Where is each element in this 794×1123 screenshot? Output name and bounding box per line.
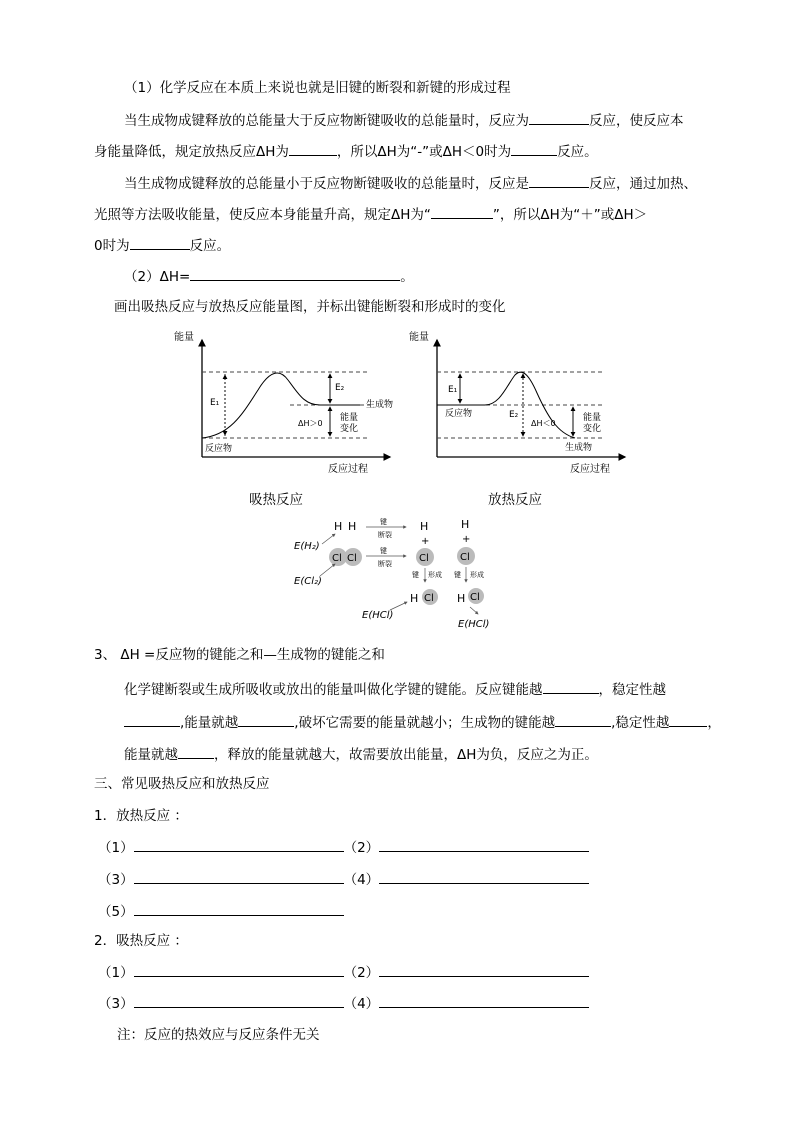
sec3-line-3-text-a: ,能量就越	[180, 715, 239, 731]
right-e1: E₁	[448, 385, 458, 395]
right-dh: ΔH＜0	[531, 419, 556, 428]
blank-12[interactable]	[669, 712, 707, 727]
endo-blank-2[interactable]	[379, 962, 589, 977]
h-atom-5: H	[461, 518, 470, 531]
para-6	[94, 235, 230, 256]
bond-energy-diagram	[290, 512, 510, 632]
form-label-2a: 键	[454, 571, 461, 579]
endo-item-4-label: （4）	[343, 996, 380, 1012]
para-3-text-b: ，所以ΔH为“-”或ΔH＜0时为	[336, 144, 512, 160]
sec3-line-3-text-d: ，	[707, 715, 721, 731]
blank-6[interactable]	[130, 235, 190, 250]
endo-item-2-label: （2）	[343, 965, 380, 981]
blank-10[interactable]	[238, 712, 294, 727]
blank-8[interactable]	[543, 679, 599, 694]
para-6-text-b: 反应。	[189, 238, 231, 254]
sec3-line-1: 3、 ΔH =反应物的键能之和—生成物的键能之和	[94, 647, 385, 663]
note: 注：反应的热效应与反应条件无关	[117, 1027, 320, 1043]
sec3-line-4	[124, 744, 598, 765]
endo-blank-3[interactable]	[134, 993, 344, 1008]
cl-atom-3: Cl	[419, 553, 429, 564]
endo-item-1-label: （1）	[98, 965, 134, 981]
form-label-2b: 形成	[470, 571, 484, 579]
cl-atom-6: Cl	[470, 592, 480, 603]
endo-blank-4[interactable]	[379, 993, 589, 1008]
exo-item-5-label: （5）	[98, 904, 134, 920]
e-h2-label: E(H₂)	[294, 541, 320, 552]
exo-row-1	[98, 837, 589, 858]
para-3-text-c: 反应。	[557, 144, 598, 160]
h-atom-2: H	[348, 520, 357, 533]
cl-atom-4: Cl	[424, 593, 434, 604]
h-atom-4: H	[410, 592, 419, 605]
left-dh: ΔH＞0	[298, 419, 323, 428]
sec3-line-2	[124, 679, 666, 700]
exo-row-2	[98, 869, 589, 890]
left-change1: 能量	[340, 413, 359, 423]
endo-row-2	[98, 993, 589, 1014]
para-2	[124, 110, 684, 131]
blank-11[interactable]	[555, 712, 611, 727]
para-8: 画出吸热反应与放热反应能量图，并标出键能断裂和形成时的变化	[114, 299, 506, 315]
blank-9[interactable]	[124, 712, 180, 727]
sec3-line-2-text-a: 化学键断裂或生成所吸收或放出的能量叫做化学键的键能。反应键能越	[124, 682, 543, 698]
right-change1: 能量	[583, 413, 602, 423]
sec3-line-3-text-b: ,破坏它需要的能量就越小；生成物的键能越	[294, 715, 556, 731]
blank-3[interactable]	[511, 141, 557, 156]
para-1: （1）化学反应在本质上来说也就是旧键的断裂和新键的形成过程	[124, 80, 511, 96]
exo-blank-5[interactable]	[134, 901, 344, 916]
e-hcl-label-2: E(HCl)	[458, 619, 490, 630]
exo-item-2-label: （2）	[343, 840, 380, 856]
para-5-text-a: 光照等方法吸收能量，使反应本身能量升高，规定ΔH为“	[94, 207, 431, 223]
exothermic-energy-diagram	[405, 325, 635, 475]
form-label-1a: 键	[412, 571, 419, 579]
blank-7[interactable]	[190, 266, 400, 281]
exo-item-3-label: （3）	[98, 872, 134, 888]
left-ylabel: 能量	[174, 332, 194, 343]
endo-blank-1[interactable]	[134, 962, 344, 977]
left-xlabel: 反应过程	[328, 464, 368, 475]
para-6-text-a: 0时为	[94, 238, 130, 254]
break-label-2b: 断裂	[378, 560, 392, 568]
blank-1[interactable]	[529, 110, 589, 125]
para-4-text-a: 当生成物成键释放的总能量小于反应物断键吸收的总能量时，反应是	[124, 176, 529, 192]
endothermic-energy-diagram	[170, 325, 400, 475]
cl-atom-1: Cl	[332, 553, 342, 564]
para-7-text-a: （2）ΔH=	[124, 269, 191, 285]
cl-atom-2: Cl	[347, 553, 357, 564]
exo-blank-1[interactable]	[134, 837, 344, 852]
endo-item-3-label: （3）	[98, 996, 134, 1012]
sec3-line-4-text-a: 能量就越	[124, 747, 178, 763]
form-label-1b: 形成	[428, 571, 442, 579]
caption-endothermic: 吸热反应	[249, 492, 303, 508]
para-5	[94, 204, 647, 225]
right-change2: 变化	[583, 424, 602, 434]
caption-exothermic: 放热反应	[488, 492, 542, 508]
plus-2: +	[462, 534, 471, 545]
right-ylabel: 能量	[409, 332, 429, 343]
sec3-line-2-text-b: ，稳定性越	[598, 682, 666, 698]
sec4-title: 三、常见吸热反应和放热反应	[94, 776, 270, 792]
e-cl2-label: E(Cl₂)	[294, 576, 322, 587]
break-label-1a: 键	[380, 518, 387, 526]
sec3-line-4-text-b: ，释放的能量就越大，故需要放出能量，ΔH为负，反应之为正。	[214, 747, 598, 763]
h-atom-6: H	[457, 592, 466, 605]
h-atom-3: H	[420, 520, 429, 533]
para-4	[124, 173, 697, 194]
exothermic-title: 1．放热反应 ：	[94, 808, 188, 824]
cl-atom-5: Cl	[460, 552, 470, 563]
para-7	[124, 266, 414, 287]
left-e2: E₂	[335, 383, 345, 393]
exo-blank-2[interactable]	[379, 837, 589, 852]
para-3-text-a: 身能量降低，规定放热反应ΔH为	[94, 144, 289, 160]
para-4-text-b: 反应，通过加热、	[589, 176, 697, 192]
right-e2: E₂	[509, 410, 519, 420]
left-change2: 变化	[340, 424, 359, 434]
sec3-line-3-text-c: ,稳定性越	[611, 715, 670, 731]
exo-item-1-label: （1）	[98, 840, 134, 856]
h-atom-1: H	[334, 520, 343, 533]
blank-4[interactable]	[529, 173, 589, 188]
blank-2[interactable]	[289, 141, 337, 156]
para-2-text-a: 当生成物成键释放的总能量大于反应物断键吸收的总能量时，反应为	[124, 113, 529, 129]
endo-row-1	[98, 962, 589, 983]
sec3-line-3	[124, 712, 721, 733]
blank-5[interactable]	[431, 204, 493, 219]
endothermic-title: 2．吸热反应 ：	[94, 933, 188, 949]
para-7-text-b: 。	[400, 269, 414, 285]
exo-row-3	[98, 901, 344, 922]
blank-13[interactable]	[178, 744, 214, 759]
para-3	[94, 141, 598, 162]
right-product: 生成物	[565, 443, 593, 453]
right-reactant: 反应物	[445, 409, 473, 419]
break-label-1b: 断裂	[378, 531, 392, 539]
exo-blank-3[interactable]	[134, 869, 344, 884]
break-label-2a: 键	[380, 547, 387, 555]
plus-1: +	[421, 536, 430, 547]
exo-blank-4[interactable]	[379, 869, 589, 884]
left-reactant: 反应物	[205, 444, 233, 454]
left-product: 生成物	[366, 400, 394, 410]
para-2-text-b: 反应，使反应本	[589, 113, 684, 129]
left-e1: E₁	[210, 398, 220, 408]
e-hcl-label-1: E(HCl)	[362, 610, 394, 621]
para-5-text-b: ”，所以ΔH为“＋”或ΔH＞	[492, 207, 648, 223]
exo-item-4-label: （4）	[343, 872, 380, 888]
right-xlabel: 反应过程	[570, 464, 610, 475]
